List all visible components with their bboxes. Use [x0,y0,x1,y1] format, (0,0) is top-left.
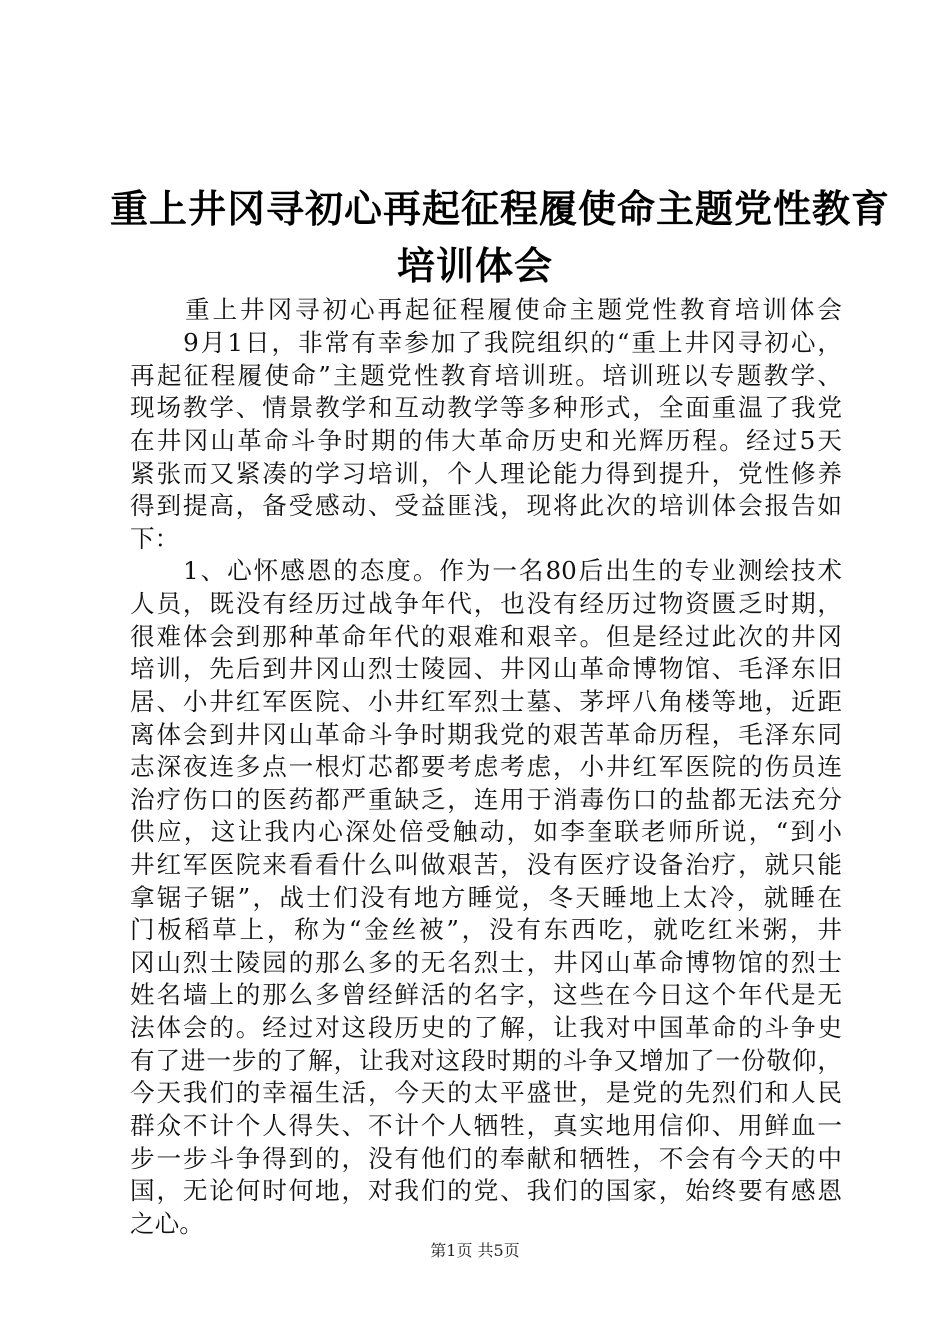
body-line: 离体会到井冈山革命斗争时期我党的艰苦革命历程，毛泽东同 [130,720,842,749]
body-line: 今天我们的幸福生活，今天的太平盛世，是党的先烈们和人民 [130,1078,842,1107]
document-title-line-1: 重上井冈寻初心再起征程履使命主题党性教育 [110,187,891,231]
body-line: 姓名墙上的那么多曾经鲜活的名字，这些在今日这个年代是无 [130,980,842,1009]
body-line: 井红军医院来看看什么叫做艰苦，没有医疗设备治疗，就只能 [130,850,842,879]
body-line: 再起征程履使命”主题党性教育培训班。培训班以专题教学、 [130,361,842,390]
body-line: 得到提高，备受感动、受益匪浅，现将此次的培训体会报告如 [130,491,842,520]
body-line: 很难体会到那种革命年代的艰难和艰辛。但是经过此次的井冈 [130,622,842,651]
body-line: 冈山烈士陵园的那么多的无名烈士，井冈山革命博物馆的烈士 [130,948,842,977]
body-line: 志深夜连多点一根灯芯都要考虑考虑，小井红军医院的伤员连 [130,752,842,781]
document-title-line-2: 培训体会 [396,244,553,288]
body-line: 现场教学、情景教学和互动教学等多种形式，全面重温了我党 [130,393,842,422]
body-line: 培训，先后到井冈山烈士陵园、井冈山革命博物馆、毛泽东旧 [130,654,842,683]
body-line: 群众不计个人得失、不计个人牺牲，真实地用信仰、用鲜血一 [130,1111,842,1140]
body-line: 1、心怀感恩的态度。作为一名80后出生的专业测绘技术 [130,556,842,585]
body-line: 拿锯子锯”，战士们没有地方睡觉，冬天睡地上太冷，就睡在 [130,883,842,912]
body-line: 法体会的。经过对这段历史的了解，让我对中国革命的斗争史 [130,1013,842,1042]
body-line: 人员，既没有经历过战争年代，也没有经历过物资匮乏时期， [130,589,842,618]
body-line: 国，无论何时何地，对我们的党、我们的国家，始终要有感恩 [130,1176,842,1205]
body-line: 门板稻草上，称为“金丝被”，没有东西吃，就吃红米粥，井 [130,915,842,944]
body-line: 居、小井红军医院、小井红军烈士墓、茅坪八角楼等地，近距 [130,687,842,716]
body-line: 有了进一步的了解，让我对这段时期的斗争又增加了一份敬仰， [130,1046,842,1075]
page-number-footer: 第1页 共5页 [430,1241,520,1260]
body-line: 在井冈山革命斗争时期的伟大革命历史和光辉历程。经过5天 [130,426,842,455]
body-line: 供应，这让我内心深处倍受触动，如李奎联老师所说，“到小 [130,817,842,846]
body-line: 步一步斗争得到的，没有他们的奉献和牺牲，不会有今天的中 [130,1144,842,1173]
body-line: 治疗伤口的医药都严重缺乏，连用于消毒伤口的盐都无法充分 [130,785,842,814]
body-line: 下： [130,524,180,553]
body-line: 紧张而又紧凑的学习培训，个人理论能力得到提升，党性修养 [130,459,842,488]
body-line: 9月1日，非常有幸参加了我院组织的“重上井冈寻初心， [130,328,842,357]
body-line: 重上井冈寻初心再起征程履使命主题党性教育培训体会 [130,295,842,324]
body-line: 之心。 [130,1209,204,1238]
